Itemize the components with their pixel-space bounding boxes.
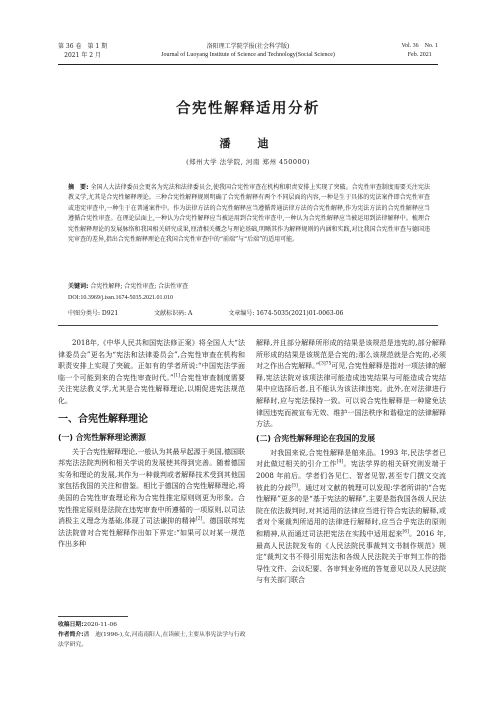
paragraph-1: [58, 447, 245, 551]
paragraph-text: 。通过对文献的梳理可以发现:学者所讲的“合宪性解释”更多的是“基于宪法的解释”,主要是指我国各级人民法院在依法裁判时,对其适用的法律应当进行符合宪法的解释,或者对个案裁判所适用的法律进行解释时,应当合乎宪法的原则和精神,从而通过司法把宪法在实践中适用起来: [256, 483, 447, 538]
intro-text-cont: 合宪性审查制度需要关注宪法教义学,尤其是合宪性解释理论,以期促进宪法规范化。: [58, 373, 246, 405]
keywords: [68, 282, 430, 292]
author-bio-text: 潘 迪(1996-),女,河南南阳人,在读硕士,主要从事宪法学与行政法学研究。: [58, 632, 246, 648]
author-bio: [58, 630, 248, 650]
meta-rule: [58, 325, 438, 326]
author-affiliation: (郑州大学 法学院, 河南 郑州 450000): [186, 158, 310, 166]
abstract-text: 全国人大法律委员会更名为宪法和法律委员会,使我国合宪性审查在机构和职责安排上实现了突破。合宪性审查制度需要关注宪法教义学,尤其是合宪性解释理论。三种合宪性解释规则明确了合宪性解释有两个不同层面的内容,一种是生于具体的宪法案件即合宪性审查或违宪审查中,一种生于在普通案件中。作为法律方法的合宪性解释应当遵循普通法律方法的合宪性解释,作为宪法方法的合宪性解释应当遵循合宪性审查。在理论层面上,一种认为合宪性解释应当被运用到合宪性审查中,一种认为合宪性解释应当被运用到法律解释中。梳理合宪性解释理论的发展脉络和我国相关研究成果,厘清相关概念与理论基础,明晰其作为解释规则的内涵和实践,对比我国合宪性审查与德国违宪审查的差异,指出合宪性解释理论在我国合宪性审查中的“前端”与“后端”的适用可能。: [68, 184, 430, 244]
journal-name-cn: 洛阳理工学院学报(社会科学版): [206, 43, 290, 50]
paragraph-1-cont: [256, 338, 446, 431]
author-name: 潘 迪: [219, 137, 277, 150]
article-title: 合宪性解释适用分析: [176, 101, 320, 117]
classification-meta: [68, 308, 430, 317]
paragraph-text: 可见,合宪性解释是指对一项法律的解释,宪法法院对该项法律可能造成违宪结果与可能造成合宪结果中应选择后者,且不能认为该法律违宪。此外,在对法律进行解释时,应与宪法保持一致。可以说合宪性解释是一种避免法律因违宪而被宣布无效、维护一国法秩序和谐稳定的法律解释方法。: [256, 362, 446, 429]
citation: [1]: [173, 373, 181, 379]
subsection-heading-1: (一) 合宪性解释理论溯源: [58, 432, 146, 442]
received-label: 收稿日期:: [58, 622, 84, 628]
keywords-text: 合宪性解释; 合宪性审查; 合法性审查: [90, 283, 189, 290]
header-center: [58, 42, 438, 60]
paragraph-text: 关于合宪性解释理论,一般认为其最早起源于美国,德国联邦宪法法院判例和相关学说的发展使其得到完善。随着德国实务和理论的发展,其作为一种裁判或者解释技术受到其他国家包括我国的关注和借鉴。相比于德国的合宪性解释理论,将美国的合宪性审查理论称为合宪性推定原则则更为形象。合宪性推定原则是法院在违宪审查中所遵循的一项原则,以司法消极主义理念为基础,体现了司法谦抑的精神: [58, 447, 245, 526]
header-rule: [58, 64, 438, 65]
paragraph-text: 。德国联邦宪法法院曾对合宪性解释作出如下界定:“如果可以对某一规范作出多种: [58, 517, 246, 549]
intro-text: 2018年,《中华人民共和国宪法修正案》将全国人大“法律委员会”更名为“宪法和法律委员会”,合宪性审查在机构和职责安排上实现了突破。正如有的学者所说:“中国宪法学面临一个可能到来的合宪性审查时代。”: [58, 339, 245, 382]
article-number: 文章编号: 1674-5035(2021)01-0063-06: [228, 310, 344, 317]
received-date: [58, 620, 248, 630]
date-en: Feb. 2021: [407, 52, 432, 58]
footnote-rule: [58, 616, 128, 617]
received-value: 2020-11-06: [83, 622, 117, 628]
footnote: [58, 620, 248, 650]
paragraph-2: [256, 448, 446, 587]
citation: [2]: [195, 516, 203, 522]
document-code: 文献标识码: A: [154, 310, 193, 317]
citation: [3]75: [319, 361, 332, 367]
header-right: [401, 42, 438, 60]
volume-issue-cn: 第 36 卷 第 1 期: [58, 43, 108, 50]
paragraph-text: 解释,并且部分解释所形成的结果是该规范是违宪的,部分解释所形成的结果是该规范是合宪的;那么该规范就是合宪的,必须对之作出合宪解释。”: [256, 339, 446, 371]
keywords-label: 关键词:: [68, 283, 89, 290]
author-bio-label: 作者简介:: [58, 632, 84, 638]
clc-number: 中图分类号: D921: [68, 310, 119, 317]
body-column-right: [256, 338, 446, 587]
section-heading: 一、合宪性解释理论: [58, 413, 148, 425]
paragraph-text: 。宪法学界的相关研究则发端于 2008 年前后。学者们各见仁、智者见智,甚至专门撰文交流彼此的分歧: [256, 460, 447, 492]
volume-issue-en: Vol. 36 No. 1: [401, 43, 438, 49]
running-header: [58, 42, 438, 64]
subsection-heading-2: (二) 合宪性解释理论在我国的发展: [256, 433, 375, 443]
citation: [5]: [291, 483, 298, 489]
abstract-label: 摘 要:: [68, 184, 89, 191]
citation: [6]: [402, 529, 409, 535]
citation: [4]: [336, 460, 344, 466]
paragraph-text: 对我国来说,合宪性解释是舶来品。1993 年,民法学者已对此做过相关的引介工作: [256, 448, 446, 469]
body-column-left: [58, 338, 245, 551]
abstract: [68, 183, 430, 245]
paragraph-text: 。2016 年,最高人民法院发布的《人民法院民事裁判文书制作规范》规定“裁判文书不得引用宪法和各级人民法院关于审判工作的指导性文件、会议纪要、各审判业务庭的答复意见以及人民法院与有关部门联合: [256, 529, 446, 585]
journal-name-en: Journal of Luoyang Institute of Science and Technology(Social Science): [161, 52, 335, 58]
intro-paragraph: [58, 338, 245, 408]
date-cn: 2021 年 2 月: [64, 52, 101, 59]
doi: DOI:10.3969/j.issn.1674-5035.2021.01.010: [68, 295, 173, 301]
